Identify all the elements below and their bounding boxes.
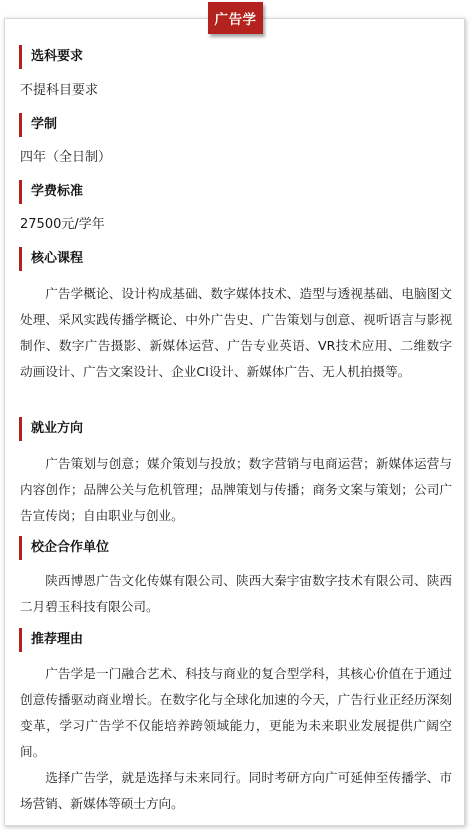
section-heading-duration: 学制 bbox=[19, 113, 57, 137]
section-heading-careers: 就业方向 bbox=[19, 417, 83, 441]
partners-text: 陕西博恩广告文化传媒有限公司、陕西大秦宇宙数字技术有限公司、陕西二月碧玉科技有限公司。 bbox=[20, 573, 452, 614]
page-title: 广告学 bbox=[208, 2, 263, 34]
section-heading-tuition: 学费标准 bbox=[19, 180, 83, 204]
duration-text: 四年（全日制） bbox=[20, 150, 112, 165]
tuition-text: 27500元/学年 bbox=[20, 217, 105, 232]
section-heading-reasons: 推荐理由 bbox=[19, 628, 83, 652]
section-heading-subject-requirement: 选科要求 bbox=[19, 45, 83, 69]
reasons-paragraph-1: 广告学是一门融合艺术、科技与商业的复合型学科，其核心价值在于通过创意传播驱动商业增长。在数字化与全球化加速的今天，广告行业正经历深刻变革，学习广告学不仅能培养跨领域能力，更能为未来职业发展提供广阔空间。 bbox=[20, 666, 452, 759]
section-heading-core-courses: 核心课程 bbox=[19, 247, 83, 271]
careers-text: 广告策划与创意；媒介策划与投放；数字营销与电商运营；新媒体运营与内容创作；品牌公关与危机管理；品牌策划与传播；商务文案与策划；公司广告宣传岗；自由职业与创业。 bbox=[20, 456, 452, 523]
core-courses-text: 广告学概论、设计构成基础、数字媒体技术、造型与透视基础、电脑图文处理、采风实践传播学概论、中外广告史、广告策划与创意、视听语言与影视制作、数字广告摄影、新媒体运营、广告专业英语、VR技术应用、二维数字动画设计、广告文案设计、企业CI设计、新媒体广告、无人机拍摄等。 bbox=[20, 286, 452, 379]
reasons-paragraph-2: 选择广告学，就是选择与未来同行。同时考研方向广可延伸至传播学、市场营销、新媒体等硕士方向。 bbox=[20, 770, 452, 811]
subject-requirement-text: 不提科目要求 bbox=[20, 83, 99, 98]
section-heading-partners: 校企合作单位 bbox=[19, 536, 109, 560]
